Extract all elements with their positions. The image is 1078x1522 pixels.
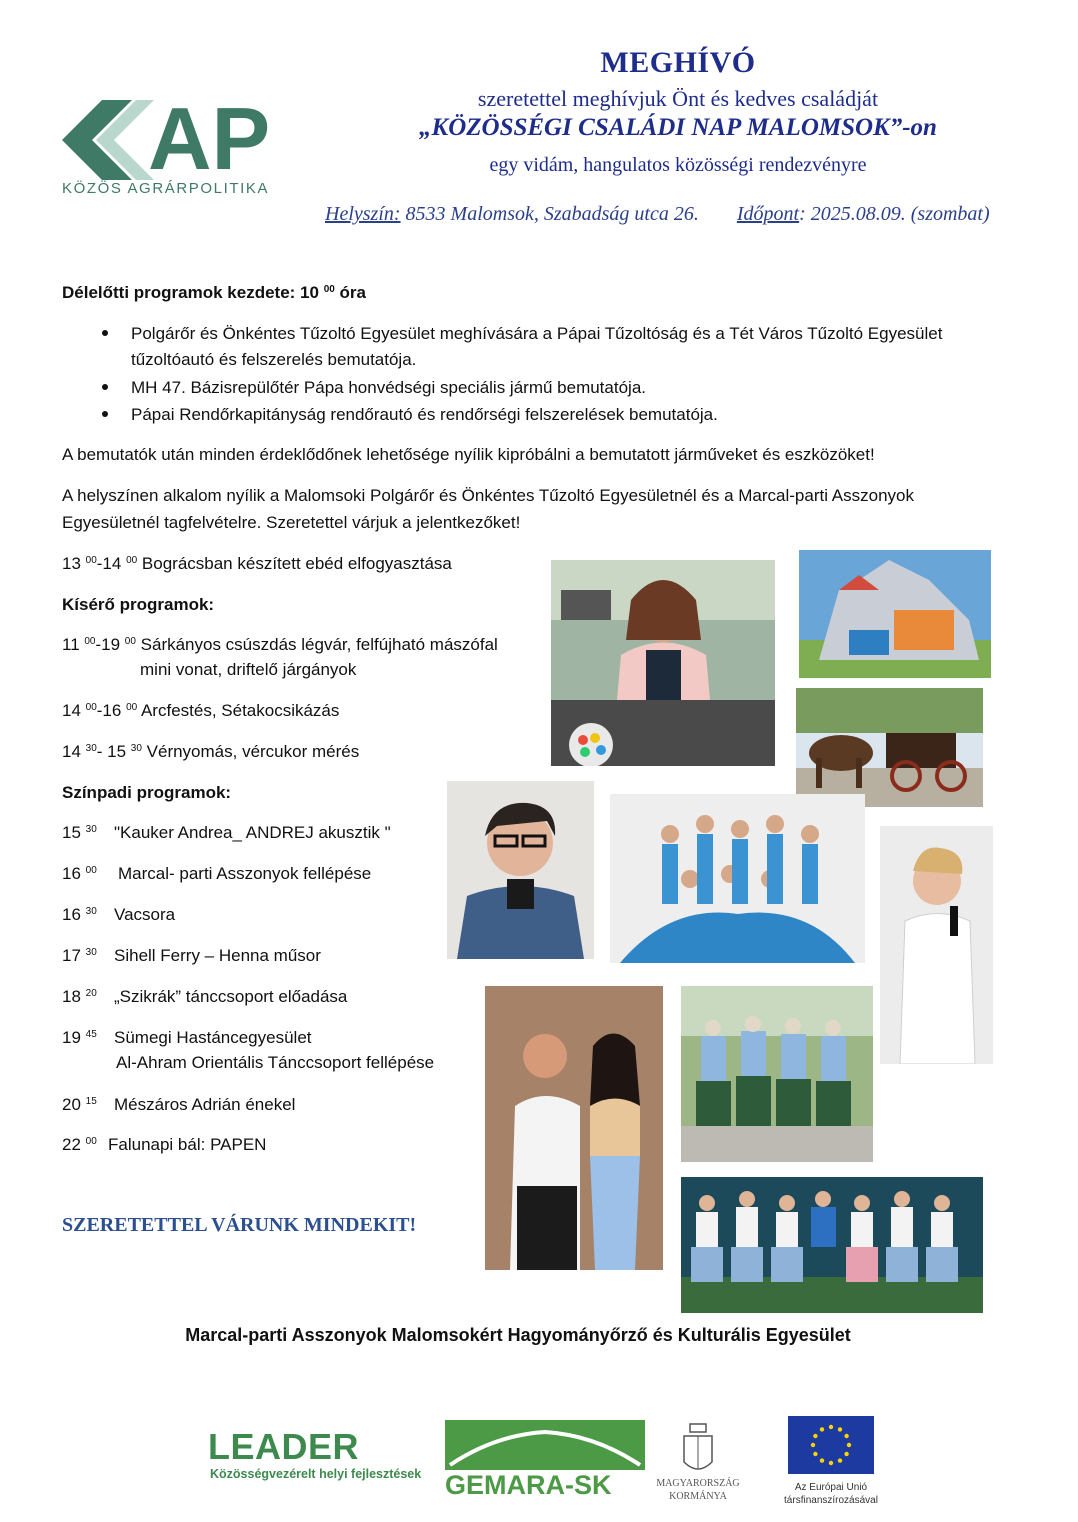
magyar-line2: KORMÁNYA	[669, 1491, 727, 1502]
magyar-line1: MAGYARORSZÁG	[656, 1478, 740, 1489]
side-programs-heading: Kísérő programok:	[62, 595, 215, 614]
event-name: „KÖZÖSSÉGI CSALÁDI NAP MALOMSOK”-on	[419, 114, 937, 141]
bullet-text: Pápai Rendőrkapitányság rendőrautó és rendőrségi felszerelések bemutatója.	[131, 405, 718, 424]
stage-item-text: Mészáros Adrián énekel	[114, 1095, 296, 1114]
lunch-item: 13 $^{00}$-14 $^{00}$ Bográcsban készített ebéd elfogyasztása	[62, 554, 452, 573]
morning-heading: Délelőtti programok kezdete: 10 $^{00}$ óra	[62, 283, 366, 302]
stage-programs-heading: Színpadi programok:	[62, 783, 232, 802]
gemara-text: GEMARA-SK	[445, 1470, 612, 1498]
side-program-item-cont: mini vonat, driftelő járgányok	[140, 660, 357, 679]
invitation-line: szeretettel meghívjuk Önt és kedves családját	[477, 86, 879, 111]
stage-item-text: Vacsora	[114, 905, 176, 924]
bullet	[102, 411, 108, 417]
logo-text: AP	[148, 95, 271, 185]
eu-line1: Az Európai Unió	[794, 1482, 868, 1493]
stage-item-time: 22 $^{00}$	[62, 1135, 97, 1154]
time-label: Időpont	[736, 203, 800, 225]
side-program-item: 14 $^{00}$-16 $^{00}$ Arcfestés, Sétakocsikázás	[62, 701, 340, 720]
time-value: : 2025.08.09. (szombat)	[799, 203, 990, 225]
leader-logo: LEADER	[208, 1426, 360, 1467]
photo-belly-dancers	[610, 794, 865, 963]
stage-item-time: 15 $^{30}$	[62, 823, 97, 842]
magyarorszag-kormanya-logo	[648, 1416, 748, 1506]
stage-item-time: 18 $^{20}$	[62, 987, 97, 1006]
photo-face-painter	[551, 560, 775, 766]
place-label: Helyszín:	[325, 203, 401, 225]
paragraph: A helyszínen alkalom nyílik a Malomsoki Polgárőr és Önkéntes Tűzoltó Egyesületnél és a Marcal-parti Asszonyok	[62, 486, 914, 505]
photo-duo-performers	[485, 986, 663, 1270]
place-time-line	[325, 203, 990, 226]
eu-line2: társfinanszírozásával	[784, 1495, 878, 1506]
stage-item-time: 20 $^{15}$	[62, 1095, 97, 1114]
organizer-name: Marcal-parti Asszonyok Malomsokért Hagyományőrző és Kulturális Egyesület	[185, 1325, 851, 1345]
stage-item-text: "Kauker Andrea_ ANDREJ akusztik "	[114, 823, 391, 842]
leader-subtitle: Közösségvezérelt helyi fejlesztések	[210, 1467, 422, 1481]
stage-item-time: 17 $^{30}$	[62, 946, 97, 965]
photo-bouncy-castle	[799, 550, 991, 678]
photo-horse-carriage	[796, 688, 983, 807]
stage-item-text: Marcal- parti Asszonyok fellépése	[118, 864, 372, 883]
photo-singer-woman	[447, 781, 594, 959]
event-description: egy vidám, hangulatos közösségi rendezvényre	[489, 154, 867, 176]
side-program-item: 11 $^{00}$-19 $^{00}$ Sárkányos csúszdás légvár, felfújható mászófal	[62, 635, 498, 654]
photo-stage-dancers	[681, 1177, 983, 1313]
bullet	[102, 330, 108, 336]
bullet-text: MH 47. Bázisrepülőtér Pápa honvédségi speciális jármű bemutatója.	[131, 378, 646, 397]
side-program-item: 14 $^{30}$- 15 $^{30}$ Vérnyomás, vércukor mérés	[62, 742, 360, 761]
stage-item-time: 19 $^{45}$	[62, 1028, 97, 1047]
eu-logo	[768, 1416, 898, 1510]
photo-young-singer	[880, 826, 993, 1064]
page-title: MEGHÍVÓ	[600, 46, 756, 79]
stage-item-text-cont: Al-Ahram Orientális Tánccsoport fellépése	[116, 1053, 435, 1072]
stage-item-time: 16 $^{00}$	[62, 864, 97, 883]
photo-folk-dancers	[681, 986, 873, 1162]
bullet-text: Polgárőr és Önkéntes Tűzoltó Egyesület meghívására a Pápai Tűzoltóság és a Tét Város Tűzoltó Egyesület	[131, 324, 943, 343]
stage-item-time: 16 $^{30}$	[62, 905, 97, 924]
stage-item-text: Sümegi Hastáncegyesület	[114, 1028, 312, 1047]
paragraph-cont: Egyesületnél tagfelvételre. Szeretettel várjuk a jelentkezőket!	[62, 513, 521, 532]
bullet-text-cont: tűzoltóautó és felszerelés bemutatója.	[131, 350, 417, 369]
logo-caption: KÖZÖS AGRÁRPOLITIKA	[62, 180, 270, 197]
bullet	[102, 384, 108, 390]
stage-item-text: „Szikrák” tánccsoport előadása	[114, 987, 348, 1006]
closing-text: SZERETETTEL VÁRUNK MINDEKIT!	[62, 1214, 417, 1236]
paragraph: A bemutatók után minden érdeklődőnek lehetősége nyílik kipróbálni a bemutatott járműveket és eszközöket!	[62, 445, 875, 464]
gemara-logo	[445, 1420, 650, 1498]
stage-item-text: Sihell Ferry – Henna műsor	[114, 946, 321, 965]
place-value: 8533 Malomsok, Szabadság utca 26.	[400, 203, 699, 225]
stage-item-text: Falunapi bál: PAPEN	[108, 1135, 267, 1154]
